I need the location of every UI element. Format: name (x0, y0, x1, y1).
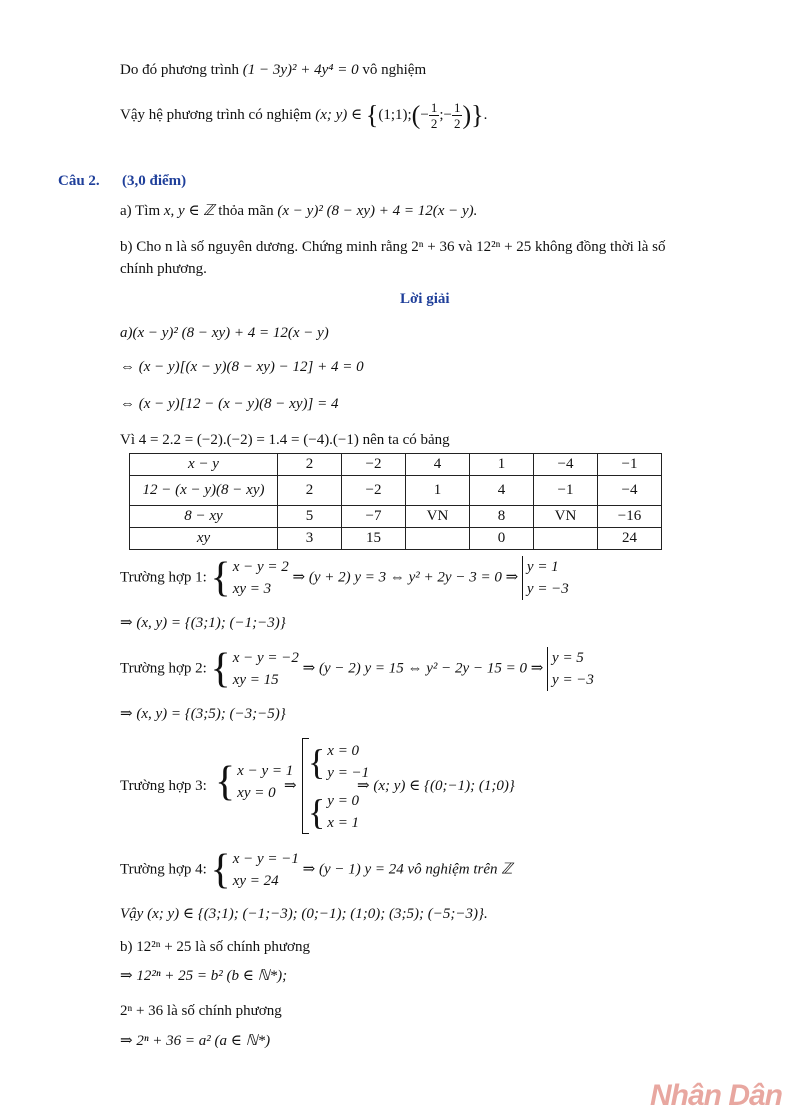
case-3-sub1: { x = 0 y = −1 (308, 742, 370, 782)
table-row (130, 454, 662, 476)
case-2-label: Trường hợp 2: (120, 660, 207, 677)
case-1-derivation: ⇒ (y + 2) y = 3 ⇔ y² + 2y − 3 = 0 ⇒ (292, 569, 519, 586)
table-cell (534, 528, 598, 550)
table-cell: 2 (278, 476, 342, 506)
table-cell (406, 528, 470, 550)
part-b-line1: b) Cho n là số nguyên dương. Chứng minh rằng 2ⁿ + 36 và 12²ⁿ + 25 không đồng thời là số (120, 239, 666, 255)
line1-equation: (1 − 3y)² + 4y⁴ = 0 (242, 62, 359, 78)
fraction-half-2: $\frac{1}{2}$ (453, 100, 461, 132)
case-3-result: ⇒ (x; y) ∈ {(0;−1); (1;0)} (357, 778, 515, 794)
case-1-result: ⇒ (x, y) = {(3;1); (−1;−3)} (120, 615, 286, 631)
table-cell: −1 (534, 476, 598, 506)
table-cell: 2 (278, 454, 342, 476)
case-2-system: { x − y = −2 xy = 15 (210, 646, 299, 692)
case-1-system: { x − y = 2 xy = 3 (210, 555, 289, 601)
final-answer-a: Vậy (x; y) ∈ {(3;1); (−1;−3); (0;−1); (1;0); (3;5); (−5;−3)}. (120, 906, 488, 922)
part-a-mid: thỏa mãn (218, 203, 274, 219)
case-3-label: Trường hợp 3: (120, 778, 207, 794)
case-4-derivation: ⇒ (y − 1) y = 24 vô nghiệm trên ℤ (302, 861, 513, 878)
line1-suffix: vô nghiệm (362, 62, 427, 78)
part-b-step4: ⇒ 2ⁿ + 36 = a² (a ∈ ℕ*) (120, 1033, 271, 1049)
part-a-statement (120, 201, 477, 221)
because-line: Vì 4 = 2.2 = (−2).(−2) = 1.4 = (−4).(−1) nên ta có bảng (120, 432, 450, 448)
case-2-roots: y = 5 y = −3 (547, 647, 594, 691)
table-cell: 1 (470, 454, 534, 476)
case-3-system: { x − y = 1 xy = 0 (215, 759, 294, 805)
table-cell: 1 (406, 476, 470, 506)
case-1 (120, 556, 569, 600)
table-cell: 4 (470, 476, 534, 506)
case-2 (120, 647, 594, 691)
table-cell: −4 (534, 454, 598, 476)
table-cell: −16 (598, 506, 662, 528)
part-a-vars: x, y ∈ ℤ (163, 203, 215, 219)
part-a-prefix: a) Tìm (120, 203, 161, 219)
table-cell: 8 (470, 506, 534, 528)
part-b-line2: chính phương. (120, 261, 207, 277)
table-cell: −2 (342, 454, 406, 476)
case-2-derivation: ⇒ (y − 2) y = 15 ⇔ y² − 2y − 15 = 0 ⇒ (302, 660, 544, 677)
table-cell: 15 (342, 528, 406, 550)
line-solution-set: Vậy hệ phương trình có nghiệm (x; y) ∈ {(1;1);(− $\frac{1}{2}$ ;− $\frac{1}{2}$ )}. (120, 100, 488, 132)
question-label: Câu 2. (58, 173, 100, 189)
table-cell: −4 (598, 476, 662, 506)
case-4-system: { x − y = −1 xy = 24 (210, 847, 299, 893)
newspaper-watermark: Nhân Dân (649, 1079, 782, 1112)
table-cell: −1 (598, 454, 662, 476)
case-3-sub2: { y = 0 x = 1 (308, 792, 360, 832)
table-cell: VN (406, 506, 470, 528)
part-b-step3: 2ⁿ + 36 là số chính phương (120, 1003, 282, 1019)
table-cell: 24 (598, 528, 662, 550)
table-cell: 3 (278, 528, 342, 550)
step-a1: a)(x − y)² (8 − xy) + 4 = 12(x − y) (120, 325, 329, 341)
line2-prefix: Vậy hệ phương trình có nghiệm (120, 107, 312, 123)
table-cell: −7 (342, 506, 406, 528)
table-row-head: x − y (130, 454, 278, 476)
table-row-head: 12 − (x − y)(8 − xy) (130, 476, 278, 506)
case-1-roots: y = 1 y = −3 (522, 556, 569, 600)
table-row-head: xy (130, 528, 278, 550)
line-no-solution (120, 60, 426, 80)
solution-title: Lời giải (400, 291, 450, 307)
step-a2: ⇔ (x − y)[(x − y)(8 − xy) − 12] + 4 = 0 (120, 359, 364, 375)
table-row (130, 528, 662, 550)
table-cell: 5 (278, 506, 342, 528)
case-4 (120, 848, 512, 892)
case-4-label: Trường hợp 4: (120, 861, 207, 878)
question-points: (3,0 điểm) (122, 173, 187, 189)
line2-eq-left: (x; y) ∈ (315, 107, 363, 123)
step-a3: ⇔ (x − y)[12 − (x − y)(8 − xy)] = 4 (120, 396, 339, 412)
fraction-half-1: $\frac{1}{2}$ (430, 100, 438, 132)
table-cell: VN (534, 506, 598, 528)
table-row (130, 476, 662, 506)
case-2-result: ⇒ (x, y) = {(3;5); (−3;−5)} (120, 706, 286, 722)
case-3-union-bracket (302, 738, 303, 834)
table-cell: −2 (342, 476, 406, 506)
table-cell: 0 (470, 528, 534, 550)
table-row (130, 506, 662, 528)
line1-prefix: Do đó phương trình (120, 62, 239, 78)
table-cell: 4 (406, 454, 470, 476)
case-1-label: Trường hợp 1: (120, 569, 207, 586)
part-a-equation: (x − y)² (8 − xy) + 4 = 12(x − y). (277, 203, 478, 219)
values-table (129, 453, 662, 550)
part-b-step2: ⇒ 12²ⁿ + 25 = b² (b ∈ ℕ*); (120, 968, 288, 984)
part-b-step1: b) 12²ⁿ + 25 là số chính phương (120, 939, 310, 955)
line2-end: . (483, 107, 488, 123)
table-row-head: 8 − xy (130, 506, 278, 528)
line2-set-a: (1;1); (378, 107, 412, 123)
case-3-arrow: ⇒ (284, 778, 297, 794)
